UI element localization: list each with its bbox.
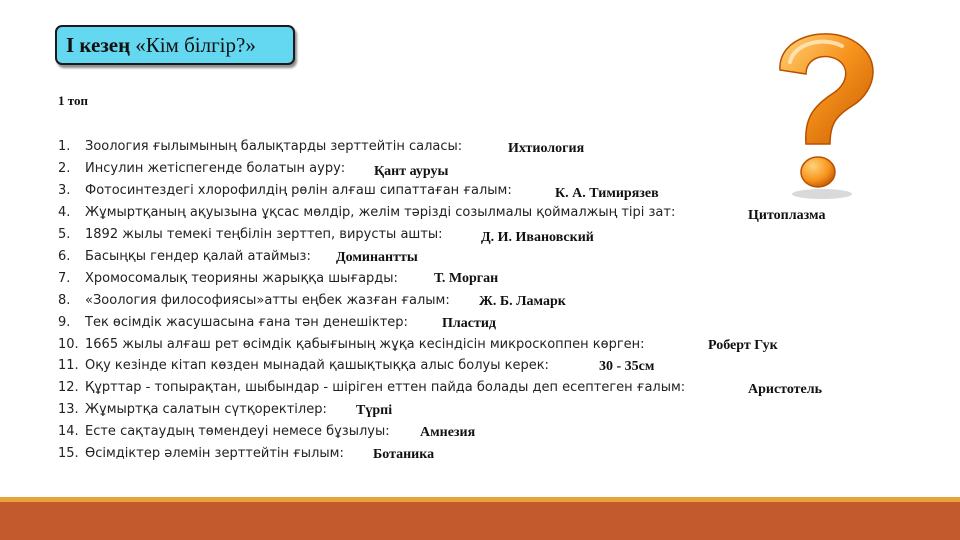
question-12: 12. Құрттар - топырақтан, шыбындар - шіріген еттен пайда болады деп есептеген ғалым:: [58, 380, 686, 395]
answer-2: Қант ауруы: [374, 164, 449, 179]
question-13: 13. Жұмыртқа салатын сүтқоректілер:: [58, 402, 327, 417]
answer-11: 30 - 35см: [599, 359, 655, 374]
answer-6: Доминантты: [336, 250, 418, 265]
answer-13: Түрпі: [356, 403, 393, 418]
question-10: 10. 1665 жылы алғаш рет өсімдік қабығының жұқа кесіндісін микроскоппен көрген:: [58, 337, 645, 352]
answer-1: Ихтиология: [508, 141, 585, 156]
answer-9: Пластид: [442, 316, 496, 331]
answer-7: Т. Морган: [434, 271, 499, 286]
answer-14: Амнезия: [420, 425, 476, 440]
question-1: 1. Зоология ғылымының балықтарды зерттейтін саласы:: [58, 139, 463, 154]
question-7: 7. Хромосомалық теорияны жарыққа шығарды:: [58, 271, 398, 286]
stage-title-text: «Кім білгір?»: [135, 32, 256, 57]
group-label: 1 топ: [58, 93, 88, 108]
question-3: 3. Фотосинтездегі хлорофилдің рөлін алғаш сипаттаған ғалым:: [58, 183, 512, 198]
stage-title-bold: І кезең: [66, 32, 131, 57]
question-15: 15. Өсімдіктер әлемін зерттейтін ғылым:: [58, 446, 344, 461]
answer-15: Ботаника: [373, 447, 435, 462]
question-2: 2. Инсулин жетіспегенде болатын ауру:: [58, 161, 346, 176]
question-mark-icon: [760, 22, 890, 202]
answer-12: Аристотель: [748, 382, 823, 397]
stage-title-box: [55, 25, 295, 65]
question-6: 6. Басыңқы гендер қалай атаймыз:: [58, 249, 311, 264]
answer-10: Роберт Гук: [708, 338, 778, 353]
question-8: 8. «Зоология философиясы»атты еңбек жазған ғалым:: [58, 293, 450, 308]
question-5: 5. 1892 жылы темекі теңбілін зерттеп, вирусты ашты:: [58, 227, 443, 242]
answer-3: К. А. Тимирязев: [555, 186, 659, 201]
answer-4: Цитоплазма: [748, 208, 826, 223]
question-4: 4. Жұмыртқаның ақуызына ұқсас мөлдір, желім тәрізді созылмалы қоймалжың тірі зат:: [58, 205, 676, 220]
question-11: 11. Оқу кезінде кітап көзден мынадай қашықтыққа алыс болуы керек:: [58, 358, 549, 373]
question-14: 14. Есте сақтаудың төмендеуі немесе бұзылуы:: [58, 424, 390, 439]
answer-5: Д. И. Ивановский: [481, 230, 594, 245]
question-9: 9. Тек өсімдік жасушасына ғана тән денешіктер:: [58, 315, 408, 330]
footer-bar: [0, 502, 960, 540]
answer-8: Ж. Б. Ламарк: [479, 294, 566, 309]
